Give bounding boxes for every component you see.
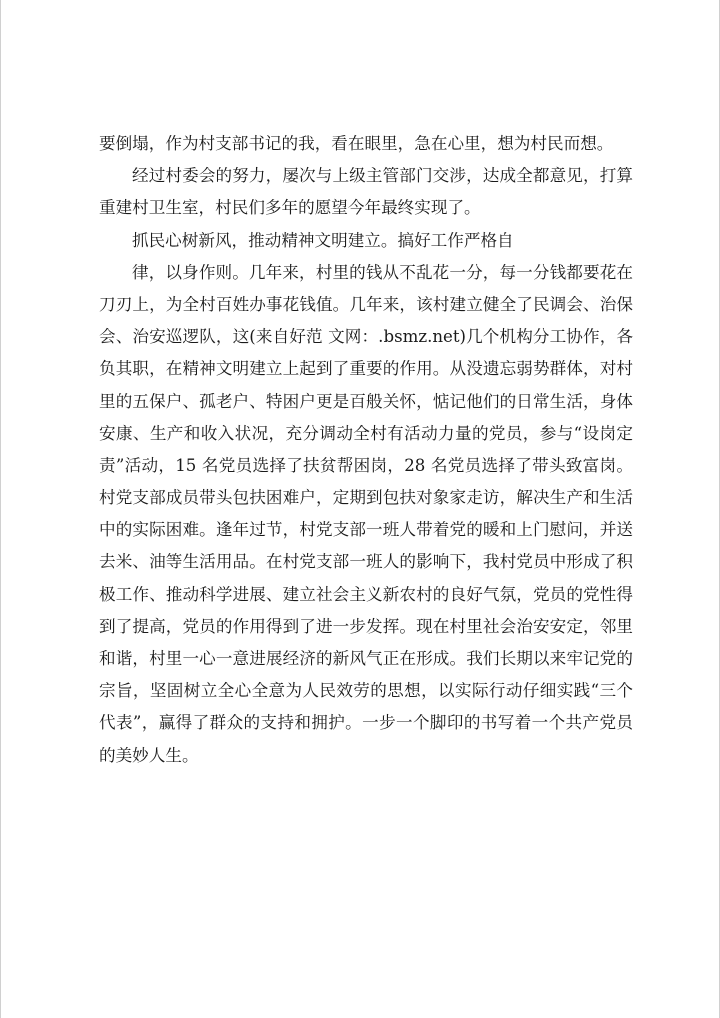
text-line: 责”活动，15 名党员选择了扶贫帮困岗，28 名党员选择了带头致富岗。: [99, 455, 633, 475]
text-line: 安康、生产和收入状况，充分调动全村有活动力量的党员，参与“设岗定: [99, 423, 633, 443]
text-line: 会、治安巡逻队，这(来自好范 文网：.bsmz.net)几个机构分工协作，各: [99, 327, 633, 347]
text-line: 代表”，赢得了群众的支持和拥护。一步一个脚印的书写着一个共产党员: [99, 713, 633, 733]
text-line: 刀刃上，为全村百姓办事花钱值。几年来，该村建立健全了民调会、治保: [99, 294, 633, 314]
text-line: 里的五保户、孤老户、特困户更是百般关怀，惦记他们的日常生活，身体: [99, 391, 633, 411]
body-text: [99, 128, 633, 772]
text-line: 和谐，村里一心一意进展经济的新风气正在形成。我们长期以来牢记党的: [99, 649, 633, 668]
text-line: 中的实际困难。逢年过节，村党支部一班人带着党的暖和上门慰问，并送: [99, 520, 633, 540]
text-line: 律，以身作则。几年来，村里的钱从不乱花一分，每一分钱都要花在: [132, 262, 633, 282]
text-line: 宗旨，坚固树立全心全意为人民效劳的思想，以实际行动仔细实践“三个: [99, 681, 633, 701]
text-line: 到了提高，党员的作用得到了进一步发挥。现在村里社会治安安定，邻里: [99, 616, 633, 636]
text-line: 的美妙人生。: [99, 745, 199, 765]
text-line: 重建村卫生室，村民们多年的愿望今年最终实现了。: [99, 198, 481, 218]
text-line: 去米、油等生活用品。在村党支部一班人的影响下，我村党员中形成了积: [99, 552, 633, 572]
text-line: 村党支部成员带头包扶困难户，定期到包扶对象家走访，解决生产和生活: [99, 488, 633, 508]
text-line: 抓民心树新风，推动精神文明建立。搞好工作严格自: [132, 230, 514, 250]
text-line: 负其职，在精神文明建立上起到了重要的作用。从没遗忘弱势群体，对村: [99, 359, 633, 379]
text-line: 极工作、推动科学进展、建立社会主义新农村的良好气氛，党员的党性得: [99, 584, 633, 604]
text-line: 要倒塌，作为村支部书记的我，看在眼里，急在心里，想为村民而想。: [99, 134, 614, 153]
text-line: 经过村委会的努力，屡次与上级主管部门交涉，达成全都意见，打算: [132, 166, 633, 186]
